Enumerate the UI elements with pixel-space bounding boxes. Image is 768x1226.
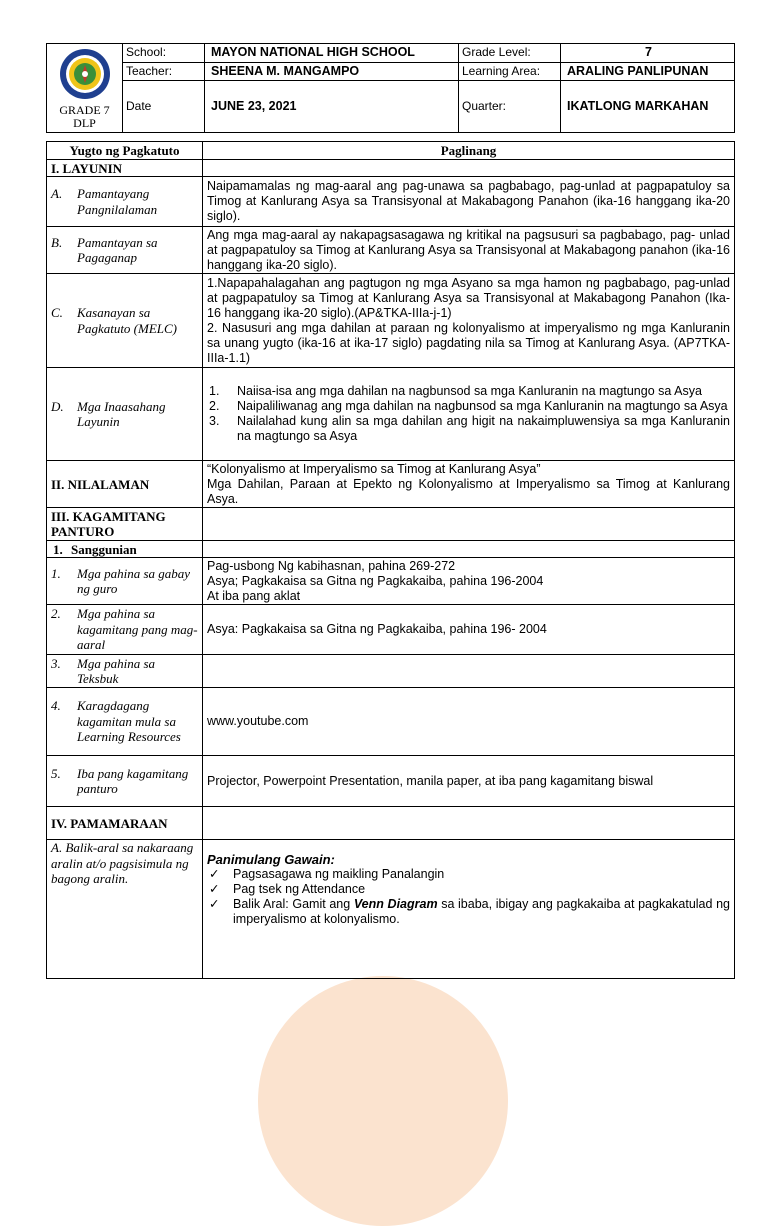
row-label-b: [47, 227, 203, 274]
objective-item: 1. Naiisa-isa ang mga dahilan na nagbunsod sa mga Kanluranin na magtungo sa Asya: [209, 384, 702, 398]
learning-area-value: ARALING PANLIPUNAN: [561, 62, 735, 81]
quarter-value: IKATLONG MARKAHAN: [561, 81, 735, 133]
objective-item: 3. Nailalahad kung alin sa mga dahilan ang higit na nakaimpluwensiya sa mga Kanluranin na magtungo sa Asya: [209, 414, 730, 443]
section-pamamaraan: IV. PAMAMARAAN: [47, 807, 203, 840]
grade-level-value: 7: [561, 44, 735, 63]
nilalaman-title: “Kolonyalismo at Imperyalismo sa Timog at Kanlurang Asya”: [207, 461, 541, 476]
section-layunin: I. LAYUNIN: [47, 160, 203, 177]
teacher-value: SHEENA M. MANGAMPO: [205, 62, 459, 81]
check-icon: ✓: [209, 897, 220, 911]
nilalaman-desc: Mga Dahilan, Paraan at Epekto ng Kolonyalismo at Imperyalismo sa Timog at Kanlurang Asya.: [207, 476, 730, 506]
row-content-a: Naipamamalas ng mag-aaral ang pag-unawa sa pagbabago, pag-unlad at pagpapatuloy sa Timog at Kanlurang Asya sa Transisyonal at Makabagong Panahon (ika-16 hanggang ika-20 siglo).: [203, 177, 735, 227]
row-label-iba-pang-kagamitan: 5. Iba pang kagamitang panturo: [47, 756, 203, 807]
school-logo-cell: [47, 44, 123, 133]
school-value: MAYON NATIONAL HIGH SCHOOL: [205, 44, 459, 63]
row-label-balik-aral: A. Balik-aral sa nakaraang aralin at/o pagsisimula ng bagong aralin.: [47, 840, 203, 979]
empty-cell: [203, 655, 735, 688]
learning-area-label: Learning Area:: [459, 62, 561, 81]
logo-caption-grade: GRADE 7: [59, 103, 110, 117]
row-label-a: [47, 177, 203, 227]
row-content-b: Ang mga mag-aaral ay nakapagsasagawa ng kritikal na pagsusuri sa pagbabago, pag- unlad at pagpapatuloy sa Timog at Kanlurang Asya sa Transisyonal at Makabagong panahon (ika-16 hanggang ika-20 siglo).: [203, 227, 735, 274]
gabay-guro-content: Pag-usbong Ng kabihasnan, pahina 269-272 Asya; Pagkakaisa sa Gitna ng Pagkakaiba, pahina 196-2004 At iba pang aklat: [203, 558, 735, 605]
row-key-b: B.: [51, 234, 63, 250]
school-label: School:: [123, 44, 205, 63]
empty-cell: [203, 541, 735, 558]
row-label-a-text: Pamantayang Pangnilalaman: [77, 186, 158, 217]
iba-pang-kagamitan-content: Projector, Powerpoint Presentation, manila paper, at iba pang kagamitang biswal: [203, 756, 735, 807]
section-nilalaman: II. NILALAMAN: [47, 461, 203, 508]
row-label-kagamitang-mag-aaral: 2. Mga pahina sa kagamitang pang mag-aaral: [47, 605, 203, 655]
row-label-d: [47, 368, 203, 461]
teacher-label: Teacher:: [123, 62, 205, 81]
row-content-d: [203, 368, 735, 461]
lesson-plan-table: [46, 141, 735, 979]
melc-2: 2. Nasusuri ang mga dahilan at paraan ng kolonyalismo at imperyalismo ng mga Kanluranin sa unang yugto (ika-16 at ika-17 siglo) pagdating nila sa Timog at Kanlurang Asya. (AP7TKA-IIIa-1.1): [207, 320, 730, 365]
row-label-c: [47, 274, 203, 368]
header-table: [46, 43, 735, 133]
activity-item: ✓ Pag tsek ng Attendance: [209, 882, 366, 896]
check-icon: ✓: [209, 867, 220, 881]
row-content-c: [203, 274, 735, 368]
melc-1: 1.Napapahalagahan ang pagtugon ng mga Asyano sa mga hamon ng pagbabago, pag-unlad at pagpapatuloy sa Timog at Kanlurang Asya sa Transisyonal at Makabagong Panahon (Ika-16 hanggang ika-20 siglo).(AP&TKA-IIIa-j-1): [207, 275, 730, 320]
empty-cell: [203, 508, 735, 541]
row-label-c-text: Kasanayan sa Pagkatuto (MELC): [77, 305, 178, 336]
column-header-paglinang: Paglinang: [203, 142, 735, 160]
row-label-gabay-guro: 1. Mga pahina sa gabay ng guro: [47, 558, 203, 605]
panimulang-gawain-content: [203, 840, 735, 979]
empty-cell: [203, 807, 735, 840]
quarter-label: Quarter:: [459, 81, 561, 133]
grade-level-label: Grade Level:: [459, 44, 561, 63]
activity-item: ✓ Pagsasagawa ng maikling Panalangin: [209, 867, 445, 881]
row-key-c: C.: [51, 305, 63, 320]
row-key-a: A.: [51, 186, 63, 201]
empty-cell: [203, 160, 735, 177]
activity-item: ✓ Balik Aral: Gamit ang Venn Diagram sa ibaba, ibigay ang pagkakaiba at pagkakatulad ng imperyalismo at kolonyalismo.: [209, 897, 730, 926]
school-seal-icon: [59, 48, 111, 100]
kagamitang-mag-aaral-content: Asya: Pagkakaisa sa Gitna ng Pagkakaiba, pahina 196- 2004: [203, 605, 735, 655]
watermark-circle: [258, 976, 508, 1226]
date-label: Date: [123, 81, 205, 133]
row-label-b-text: Pamantayan sa Pagaganap: [77, 234, 158, 265]
row-label-teksbuk: 3. Mga pahina sa Teksbuk: [47, 655, 203, 688]
panimulang-gawain-title: Panimulang Gawain:: [207, 852, 335, 867]
venn-diagram-term: Venn Diagram: [353, 897, 438, 911]
logo-caption-dlp: DLP: [73, 116, 96, 130]
learning-resources-content: www.youtube.com: [203, 688, 735, 756]
objective-item: 2. Naipaliliwanag ang mga dahilan na nagbunsod sa mga Kanluranin na magtungo sa Asya: [209, 399, 728, 413]
row-label-sanggunian: 1. Sanggunian: [47, 541, 203, 558]
row-label-learning-resources: 4. Karagdagang kagamitan mula sa Learning Resources: [47, 688, 203, 756]
nilalaman-content: [203, 461, 735, 508]
column-header-yugto: Yugto ng Pagkatuto: [47, 142, 203, 160]
check-icon: ✓: [209, 882, 220, 896]
date-value: JUNE 23, 2021: [205, 81, 459, 133]
row-label-d-text: Mga Inaasahang Layunin: [77, 398, 166, 429]
section-kagamitang-panturo: III. KAGAMITANG PANTURO: [47, 508, 203, 541]
row-key-d: D.: [51, 398, 64, 414]
